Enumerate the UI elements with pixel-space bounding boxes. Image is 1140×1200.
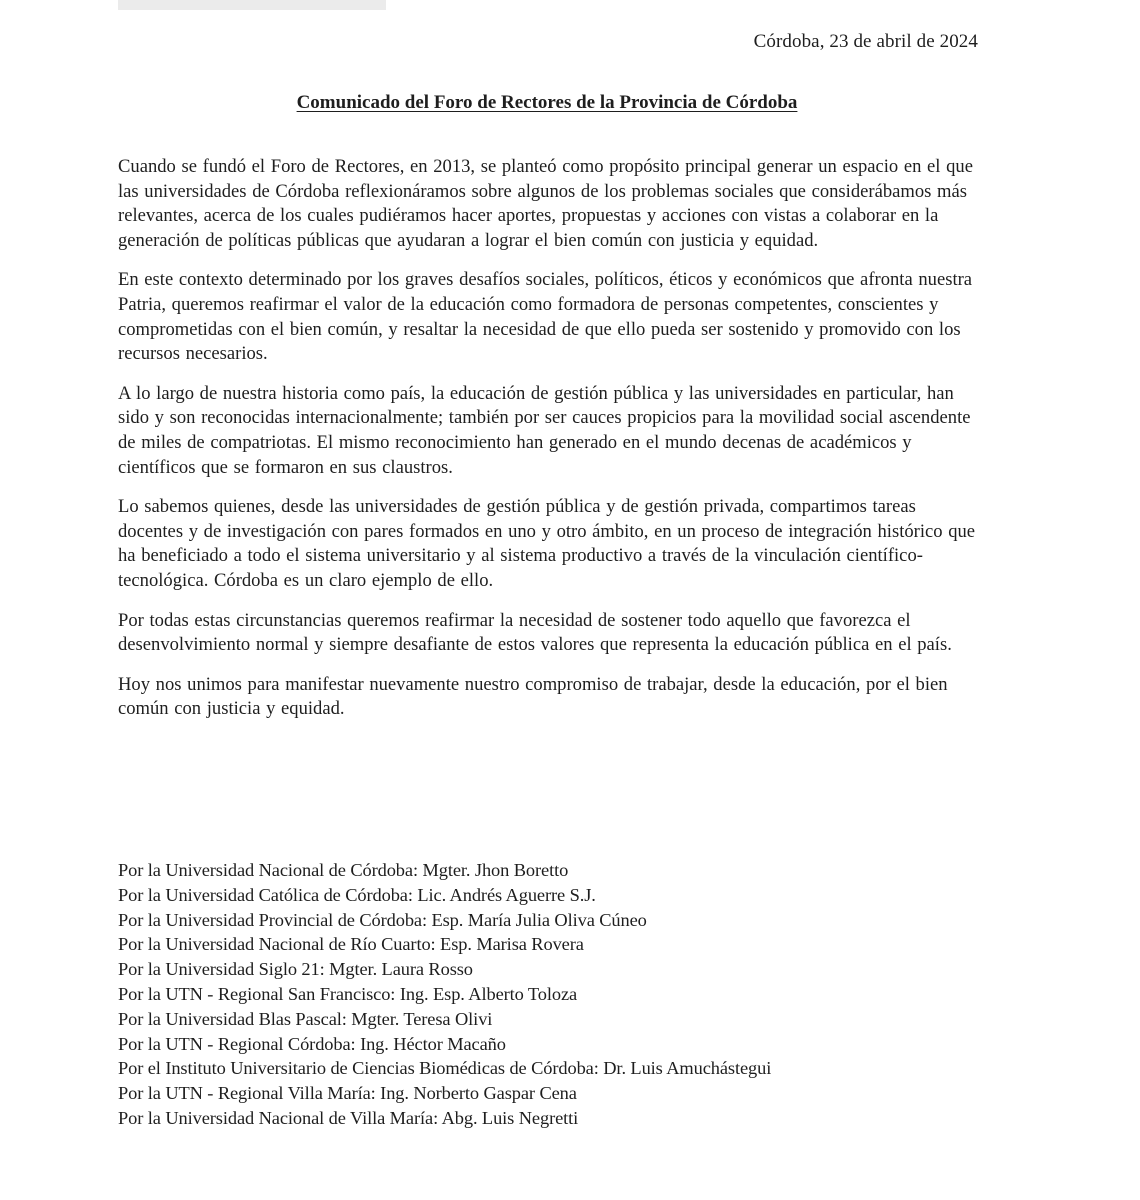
signatory-item: Por la Universidad Nacional de Río Cuarto: Esp. Marisa Rovera [118,934,584,955]
paragraph-reaffirm: Por todas estas circunstancias queremos reafirmar la necesidad de sostener todo aquello que favorezca el desenvolvimiento normal y siempre desafiante de estos valores que representa la educación pública en el país. [118,609,952,656]
paragraph-commitment: Hoy nos unimos para manifestar nuevamente nuestro compromiso de trabajar, desde la educación, por el bien común con justicia y equidad. [118,673,948,720]
paragraph-integration: Lo sabemos quienes, desde las universidades de gestión pública y de gestión privada, compartimos tareas docentes y de investigación con pares formados en uno y otro ámbito, en un proceso de integración histórico que ha beneficiado a todo el sistema universitario y al sistema productivo a través de la vinculación científico-tecnológica. Córdoba es un claro ejemplo de ello. [118,496,976,591]
signatory-item: Por la Universidad Nacional de Córdoba: Mgter. Jhon Boretto [118,860,569,880]
signatory-item: Por la Universidad Provincial de Córdoba: Esp. María Julia Oliva Cúneo [118,909,647,930]
paragraph-context: En este contexto determinado por los graves desafíos sociales, políticos, éticos y económicos que afronta nuestra Patria, queremos reafirmar el valor de la educación como formadora de personas competentes, conscientes y comprometidas con el bien común, y resaltar la necesidad de que ello pueda ser sostenido y promovido con los recursos necesarios. [118,269,973,365]
paragraph-foundation: Cuando se fundó el Foro de Rectores, en 2013, se planteó como propósito principal generar un espacio en el que las universidades de Córdoba reflexionáramos sobre algunos de los problemas sociales que considerábamos más relevantes, acerca de los cuales pudiéramos hacer aportes, propuestas y acciones con vistas a colaborar en la generación de políticas públicas que ayudaran a lograr el bien común con justicia y equidad. [118,156,973,251]
signatory-item: Por el Instituto Universitario de Ciencias Biomédicas de Córdoba: Dr. Luis Amuchástegui [118,1058,772,1079]
document-date: Córdoba, 23 de abril de 2024 [753,31,978,52]
signatory-item: Por la Universidad Nacional de Villa María: Abg. Luis Negretti [118,1107,579,1128]
signatory-item: Por la Universidad Católica de Córdoba: Lic. Andrés Aguerre S.J. [118,884,596,905]
signatory-item: Por la UTN - Regional Córdoba: Ing. Héctor Macaño [118,1033,506,1054]
paragraph-history: A lo largo de nuestra historia como país, la educación de gestión pública y las universidades en particular, han sido y son reconocidas internacionalmente; también por ser cauces propicios para la movilidad social ascendente de miles de compatriotas. El mismo reconocimiento han generado en el mundo decenas de académicos y científicos que se formaron en sus claustros. [118,382,971,478]
document-title: Comunicado del Foro de Rectores de la Provincia de Córdoba [296,92,798,113]
signatory-item: Por la UTN - Regional Villa María: Ing. Norberto Gaspar Cena [118,1083,577,1104]
signatory-item: Por la Universidad Blas Pascal: Mgter. Teresa Olivi [118,1008,493,1029]
signatory-item: Por la UTN - Regional San Francisco: Ing. Esp. Alberto Toloza [118,983,578,1004]
signatories-list [118,858,1018,1131]
document-body [118,155,978,737]
signatory-item: Por la Universidad Siglo 21: Mgter. Laura Rosso [118,959,473,980]
